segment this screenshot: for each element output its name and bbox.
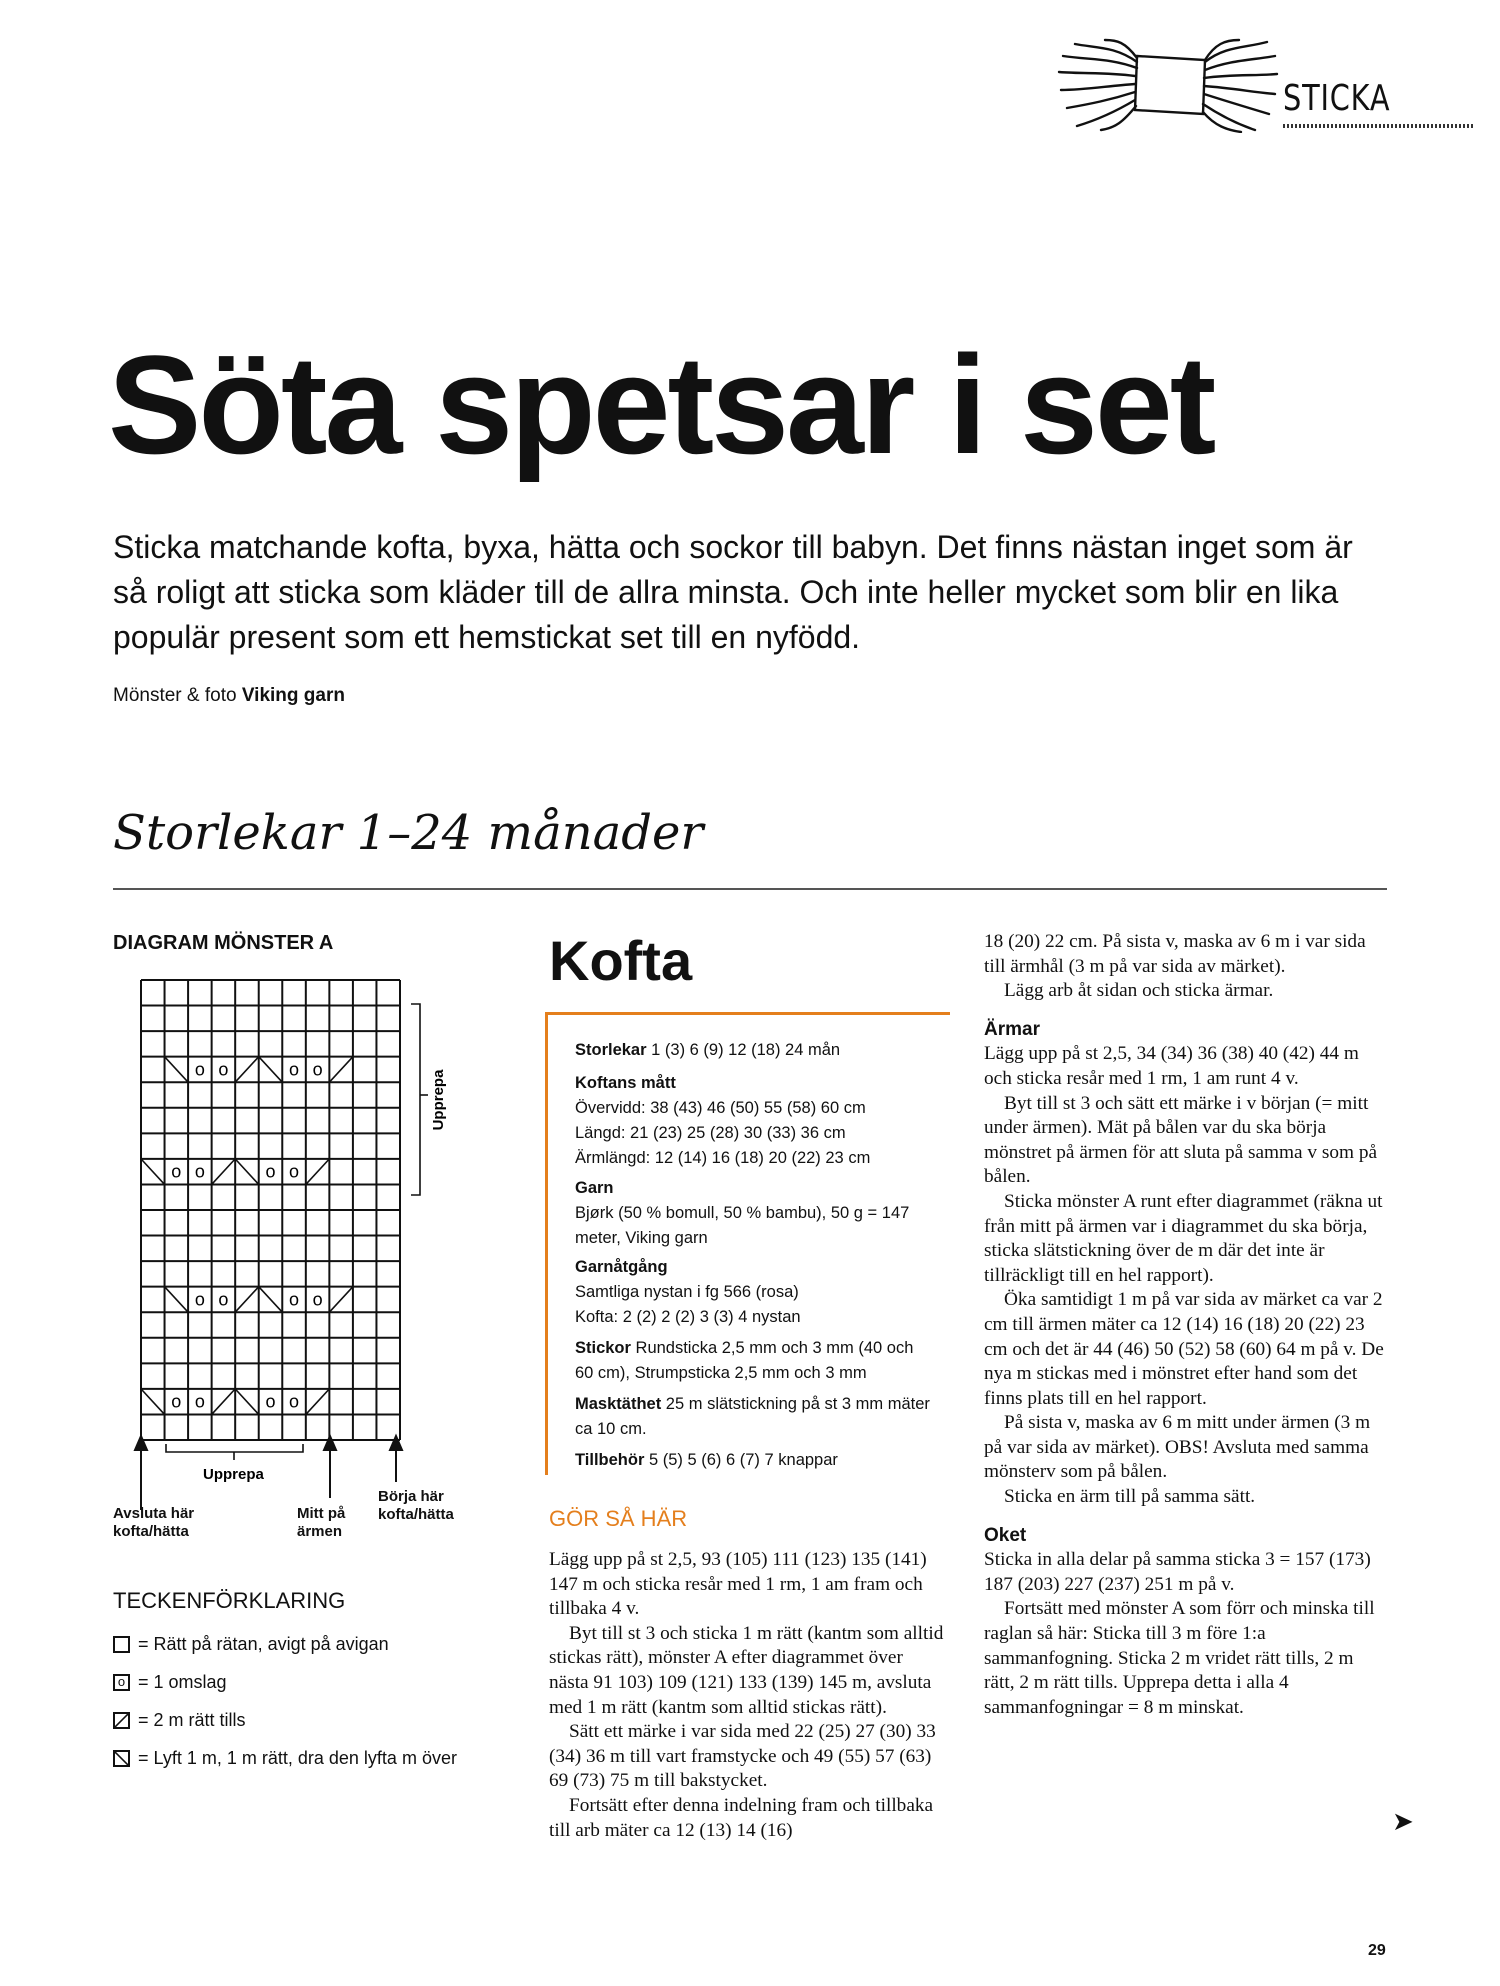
k2tog-symbol <box>212 1159 236 1185</box>
yarnover-symbol: o <box>218 1059 229 1080</box>
oket-heading: Oket <box>984 1524 1027 1546</box>
k2tog-symbol <box>329 1287 353 1313</box>
yarnover-symbol: o <box>218 1289 229 1310</box>
spec-matt: Koftans mått Övervidd: 38 (43) 46 (50) 55 (58) 60 cm Längd: 21 (23) 25 (28) 30 (33) 36 cm Ärmlängd: 12 (14) 16 (18) 20 (22) 23 cm <box>575 1074 871 1167</box>
yarnover-symbol: o <box>171 1391 182 1412</box>
spec-stickor: Stickor Rundsticka 2,5 mm och 3 mm (40 och 60 cm), Strumpsticka 2,5 mm och 3 mm <box>575 1339 914 1382</box>
end-here-arrowhead <box>135 1436 147 1450</box>
yarnover-symbol: o <box>171 1161 182 1182</box>
k2tog-symbol <box>212 1389 236 1415</box>
spec-masktathet: Masktäthet 25 m slätstickning på st 3 mm mäter ca 10 cm. <box>575 1395 930 1438</box>
legend-item-yarnover <box>113 1672 227 1693</box>
repeat-bracket-vertical <box>411 1004 420 1195</box>
skp-symbol <box>235 1159 259 1185</box>
yarnover-symbol: o <box>289 1289 300 1310</box>
k2tog-symbol <box>329 1057 353 1083</box>
section-tag: STICKA <box>1283 78 1391 119</box>
yarnover-symbol: o <box>312 1059 323 1080</box>
article-credit <box>113 685 345 707</box>
diagram-title: DIAGRAM MÖNSTER A <box>113 932 334 954</box>
legend-item-knit <box>113 1634 389 1655</box>
knit-symbol-icon <box>113 1636 130 1653</box>
skp-symbol <box>141 1159 165 1185</box>
repeat-vertical-label: Upprepa <box>430 1069 447 1131</box>
knitting-chart <box>108 970 488 1530</box>
section-tag-rule <box>1283 124 1473 128</box>
legend-item-label: = Rätt på rätan, avigt på avigan <box>138 1634 389 1654</box>
k2tog-symbol <box>235 1287 259 1313</box>
k2tog-symbol <box>306 1159 330 1185</box>
mid-sleeve-arrowhead <box>324 1436 336 1450</box>
yarnover-symbol: o <box>194 1059 205 1080</box>
yarnover-symbol: o <box>312 1289 323 1310</box>
label-mid-sleeve: Mitt på ärmen <box>297 1505 346 1540</box>
skp-symbol <box>235 1389 259 1415</box>
credit-name: Viking garn <box>241 685 345 706</box>
yarnover-symbol: o <box>194 1161 205 1182</box>
yarnover-symbol: o <box>289 1161 300 1182</box>
skp-symbol <box>165 1287 189 1313</box>
yarnover-symbol: o <box>289 1059 300 1080</box>
label-end-here: Avsluta här kofta/hätta <box>113 1505 195 1540</box>
section-divider <box>113 888 1387 890</box>
legend-item-label: = Lyft 1 m, 1 m rätt, dra den lyfta m över <box>138 1748 457 1768</box>
armar-heading: Ärmar <box>984 1018 1040 1040</box>
legend-title: TECKENFÖRKLARING <box>113 1588 346 1613</box>
legend-item-k2tog <box>113 1710 246 1731</box>
legend-item-label: = 2 m rätt tills <box>138 1710 246 1730</box>
yarnover-symbol: o <box>194 1289 205 1310</box>
sizes-heading: Storlekar 1–24 månader <box>113 805 704 861</box>
spec-tillbehor: Tillbehör 5 (5) 5 (6) 6 (7) 7 knappar <box>575 1451 838 1469</box>
credit-prefix: Mönster & foto <box>113 685 237 706</box>
kofta-title: Kofta <box>549 929 693 992</box>
yarnover-symbol: o <box>289 1391 300 1412</box>
article-intro: Sticka matchande kofta, byxa, hätta och sockor till babyn. Det finns nästan inget som är så roligt att sticka som kläder till de allra minsta. Och inte heller mycket som blir en lika populär present som ett hemstickat set till en nyfödd. <box>113 529 1353 655</box>
instructions-column-2: Lägg upp på st 2,5, 93 (105) 111 (123) 135 (141) 147 m och sticka resår med 1 rm, 1 am fram och tillbaka 4 v. Byt till st 3 och sticka 1 m rätt (kantm som alltid stickas rätt), mönster A efter diagrammet över nästa 91 103) 109 (121) 133 (139) 145 m, avsluta med 1 m rätt (kantm som alltid stickas rätt). Sätt ett märke i var sida med 22 (25) 27 (30) 33 (34) 36 m till vart framstycke och 49 (55) 57 (63) 69 (73) 75 m till bakstycket. Fortsätt efter denna indelning fram och tillbaka till arb mäter ca 12 (13) 14 (16) <box>549 1549 944 1841</box>
continue-arrow-icon: ➤ <box>1392 1806 1414 1836</box>
yarnover-symbol: o <box>194 1391 205 1412</box>
k2tog-symbol-icon <box>113 1712 130 1729</box>
yarnover-symbol-icon: o <box>113 1674 130 1691</box>
skp-symbol-icon <box>113 1750 130 1767</box>
skp-symbol <box>141 1389 165 1415</box>
page-number: 29 <box>1368 1942 1386 1959</box>
repeat-horizontal-label: Upprepa <box>203 1466 264 1483</box>
spec-garn: Garn Bjørk (50 % bomull, 50 % bambu), 50 g = 147 meter, Viking garn <box>575 1179 910 1247</box>
yarnover-symbol: o <box>265 1161 276 1182</box>
yarn-skein-icon <box>1055 38 1280 133</box>
legend-item-skp <box>113 1748 457 1769</box>
spec-garnatgang: Garnåtgång Samtliga nystan i fg 566 (rosa) Kofta: 2 (2) 2 (2) 3 (3) 4 nystan <box>575 1258 801 1326</box>
label-start-here: Börja här kofta/hätta <box>378 1488 454 1523</box>
skp-symbol <box>259 1287 283 1313</box>
article-title: Söta spetsar i set <box>108 326 1214 483</box>
spec-storlekar: Storlekar 1 (3) 6 (9) 12 (18) 24 mån <box>575 1041 841 1059</box>
yarnover-symbol: o <box>265 1391 276 1412</box>
instructions-column-3: 18 (20) 22 cm. På sista v, maska av 6 m i var sida till ärmhål (3 m på var sida av märket). Lägg arb åt sidan och sticka ärmar. Ärmar Lägg upp på st 2,5, 34 (34) 36 (38) 40 (42) 44 m och sticka resår med 1 rm, 1 am runt 4 v. Byt till st 3 och sätt ett märke i v början (= mitt under ärmen). Mät på bålen var du ska börja mönstret på ärmen för att sluta på samma v som på bålen. Sticka mönster A runt efter diagrammet (räkna ut från mitt på ärmen var i diagrammet du ska börja, sticka slätstickning över de m där det inte är tillräckligt till en hel rapport). Öka samtidigt 1 m på var sida av märket ca var 2 cm till ärmen mäter ca 12 (14) 16 (18) 20 (22) 23 cm och det är 44 (46) 50 (52) 58 (60) 64 m på v. De nya m stickas med i mönstret efter hand som det finns plats till en hel rapport. På sista v, maska av 6 m mitt under ärmen (3 m på var sida av märket). OBS! Avsluta med samma mönsterv som på bålen. Sticka en ärm till på samma sätt. Oket Sticka in alla delar på samma sticka 3 = 157 (173) 187 (203) 227 (237) 251 m på v. Fortsätt med mönster A som förr och minska till raglan så här: Sticka till 3 m före 1:a sammanfogning. Sticka 2 m vridet rätt tills, 2 m rätt, 2 m rätt tills. Upprepa detta i alla 4 sammanfogningar = 8 m minskat. <box>984 930 1386 1720</box>
k2tog-symbol <box>235 1057 259 1083</box>
skp-symbol <box>165 1057 189 1083</box>
k2tog-symbol <box>306 1389 330 1415</box>
repeat-bracket-horizontal <box>166 1444 303 1452</box>
legend-item-label: = 1 omslag <box>138 1672 227 1692</box>
skp-symbol <box>259 1057 283 1083</box>
gor-sa-har-heading: GÖR SÅ HÄR <box>549 1506 688 1531</box>
